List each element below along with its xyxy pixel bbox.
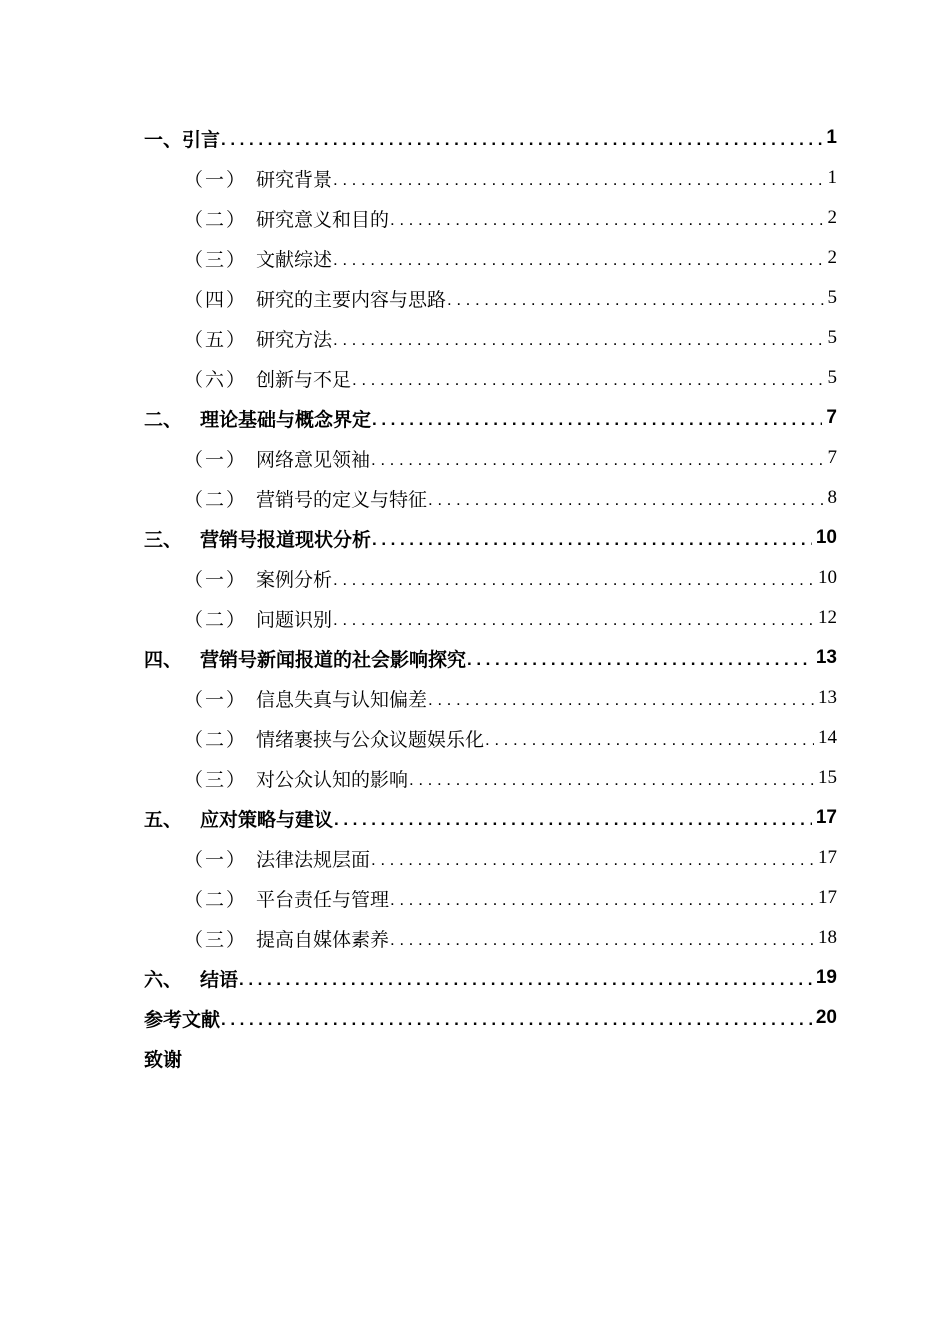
toc-entry-page: 13 (818, 687, 837, 708)
dot-leader (409, 770, 814, 790)
toc-entry-title: 参考文献 (144, 1009, 221, 1031)
toc-entry-page: 14 (818, 727, 837, 748)
toc-entry-page: 5 (827, 327, 837, 348)
dot-leader (334, 810, 812, 830)
toc-entry-title: 信息失真与认知偏差 (256, 689, 428, 711)
toc-entry-title: 文献综述 (256, 249, 333, 271)
toc-entry-page: 5 (827, 367, 837, 388)
dot-leader (485, 730, 814, 750)
toc-entry-section-1-1[interactable] (144, 158, 837, 198)
toc-entry-section-4-2[interactable] (144, 718, 837, 758)
toc-entry-chapter-2[interactable] (144, 398, 837, 438)
toc-entry-section-3-1[interactable] (144, 558, 837, 598)
toc-entry-title: 结语 (200, 969, 239, 991)
toc-entry-number: （二） (184, 889, 248, 911)
toc-entry-section-1-2[interactable] (144, 198, 837, 238)
toc-entry-references[interactable] (144, 998, 837, 1038)
toc-entry-chapter-4[interactable] (144, 638, 837, 678)
toc-entry-number: （一） (184, 449, 248, 471)
dot-leader (447, 290, 823, 310)
toc-entry-page: 7 (826, 407, 837, 428)
toc-entry-section-5-3[interactable] (144, 918, 837, 958)
toc-entry-page: 20 (815, 1007, 837, 1028)
dot-leader (372, 410, 822, 430)
toc-entry-section-2-2[interactable] (144, 478, 837, 518)
toc-entry-title: 研究意义和目的 (256, 209, 390, 231)
toc-entry-title: 法律法规层面 (256, 849, 371, 871)
toc-entry-number: （四） (184, 289, 248, 311)
toc-entry-title: 营销号报道现状分析 (200, 529, 372, 551)
toc-entry-page: 2 (827, 207, 837, 228)
toc-entry-section-1-3[interactable] (144, 238, 837, 278)
dot-leader (333, 570, 814, 590)
toc-entry-title: 研究的主要内容与思路 (256, 289, 447, 311)
dot-leader (239, 970, 812, 990)
toc-entry-title: 对公众认知的影响 (256, 769, 409, 791)
toc-entry-number: （三） (184, 249, 248, 271)
toc-entry-title: 理论基础与概念界定 (200, 409, 372, 431)
toc-entry-chapter-1[interactable] (144, 118, 837, 158)
toc-entry-title: 问题识别 (256, 609, 333, 631)
toc-entry-title: 致谢 (144, 1049, 183, 1071)
toc-entry-number: （一） (184, 569, 248, 591)
toc-entry-number: （一） (184, 849, 248, 871)
toc-entry-title: 研究方法 (256, 329, 333, 351)
toc-entry-page: 12 (818, 607, 837, 628)
dot-leader (333, 610, 814, 630)
toc-entry-page: 7 (827, 447, 837, 468)
toc-entry-chapter-3[interactable] (144, 518, 837, 558)
toc-entry-title: 平台责任与管理 (256, 889, 390, 911)
toc-entry-number: 五、 (144, 809, 183, 831)
toc-entry-title: 情绪裹挟与公众议题娱乐化 (256, 729, 485, 751)
toc-entry-chapter-6[interactable] (144, 958, 837, 998)
toc-entry-number: 四、 (144, 649, 183, 671)
dot-leader (221, 130, 822, 150)
toc-entry-section-1-5[interactable] (144, 318, 837, 358)
dot-leader (390, 890, 814, 910)
toc-entry-section-5-1[interactable] (144, 838, 837, 878)
dot-leader (333, 330, 823, 350)
dot-leader (333, 250, 823, 270)
toc-entry-page: 13 (815, 647, 837, 668)
toc-entry-number: （一） (184, 689, 248, 711)
dot-leader (372, 530, 812, 550)
toc-entry-page: 10 (818, 567, 837, 588)
toc-entry-number: （二） (184, 489, 248, 511)
toc-entry-title: 应对策略与建议 (200, 809, 334, 831)
toc-entry-title: 研究背景 (256, 169, 333, 191)
toc-entry-page: 10 (815, 527, 837, 548)
toc-entry-section-1-4[interactable] (144, 278, 837, 318)
dot-leader (221, 1010, 812, 1030)
toc-entry-number: （一） (184, 169, 248, 191)
toc-entry-page: 8 (827, 487, 837, 508)
dot-leader (467, 650, 812, 670)
toc-entry-title: 案例分析 (256, 569, 333, 591)
toc-entry-page: 17 (815, 807, 837, 828)
toc-entry-number: （二） (184, 209, 248, 231)
toc-entry-page: 19 (815, 967, 837, 988)
toc-entry-chapter-5[interactable] (144, 798, 837, 838)
dot-leader (428, 690, 814, 710)
dot-leader (352, 370, 823, 390)
toc-entry-page: 17 (818, 847, 837, 868)
toc-entry-number: （二） (184, 609, 248, 631)
toc-entry-page: 18 (818, 927, 837, 948)
toc-entry-number: 一、 (144, 129, 183, 151)
toc-entry-acknowledgements[interactable] (144, 1038, 837, 1078)
toc-entry-section-4-1[interactable] (144, 678, 837, 718)
toc-entry-page: 5 (827, 287, 837, 308)
toc-entry-section-4-3[interactable] (144, 758, 837, 798)
toc-entry-title: 提高自媒体素养 (256, 929, 390, 951)
toc-entry-page: 15 (818, 767, 837, 788)
toc-entry-number: 三、 (144, 529, 183, 551)
toc-entry-number: （三） (184, 769, 248, 791)
dot-leader (390, 210, 823, 230)
dot-leader (371, 850, 814, 870)
toc-entry-section-2-1[interactable] (144, 438, 837, 478)
toc-entry-number: （六） (184, 369, 248, 391)
toc-entry-title: 创新与不足 (256, 369, 352, 391)
toc-entry-page: 2 (827, 247, 837, 268)
toc-entry-page: 1 (826, 127, 837, 148)
dot-leader (371, 450, 823, 470)
dot-leader (390, 930, 814, 950)
toc-entry-number: （三） (184, 929, 248, 951)
toc-entry-title: 引言 (182, 129, 221, 151)
toc-entry-section-3-2[interactable] (144, 598, 837, 638)
toc-entry-title: 网络意见领袖 (256, 449, 371, 471)
toc-entry-title: 营销号新闻报道的社会影响探究 (200, 649, 467, 671)
toc-entry-section-1-6[interactable] (144, 358, 837, 398)
toc-entry-title: 营销号的定义与特征 (256, 489, 428, 511)
toc-entry-number: （五） (184, 329, 248, 351)
toc-entry-section-5-2[interactable] (144, 878, 837, 918)
toc-entry-number: 二、 (144, 409, 183, 431)
toc-entry-number: （二） (184, 729, 248, 751)
toc-entry-page: 1 (827, 167, 837, 188)
table-of-contents (144, 118, 837, 1078)
dot-leader (428, 490, 823, 510)
dot-leader (333, 170, 823, 190)
toc-entry-number: 六、 (144, 969, 183, 991)
toc-entry-page: 17 (818, 887, 837, 908)
